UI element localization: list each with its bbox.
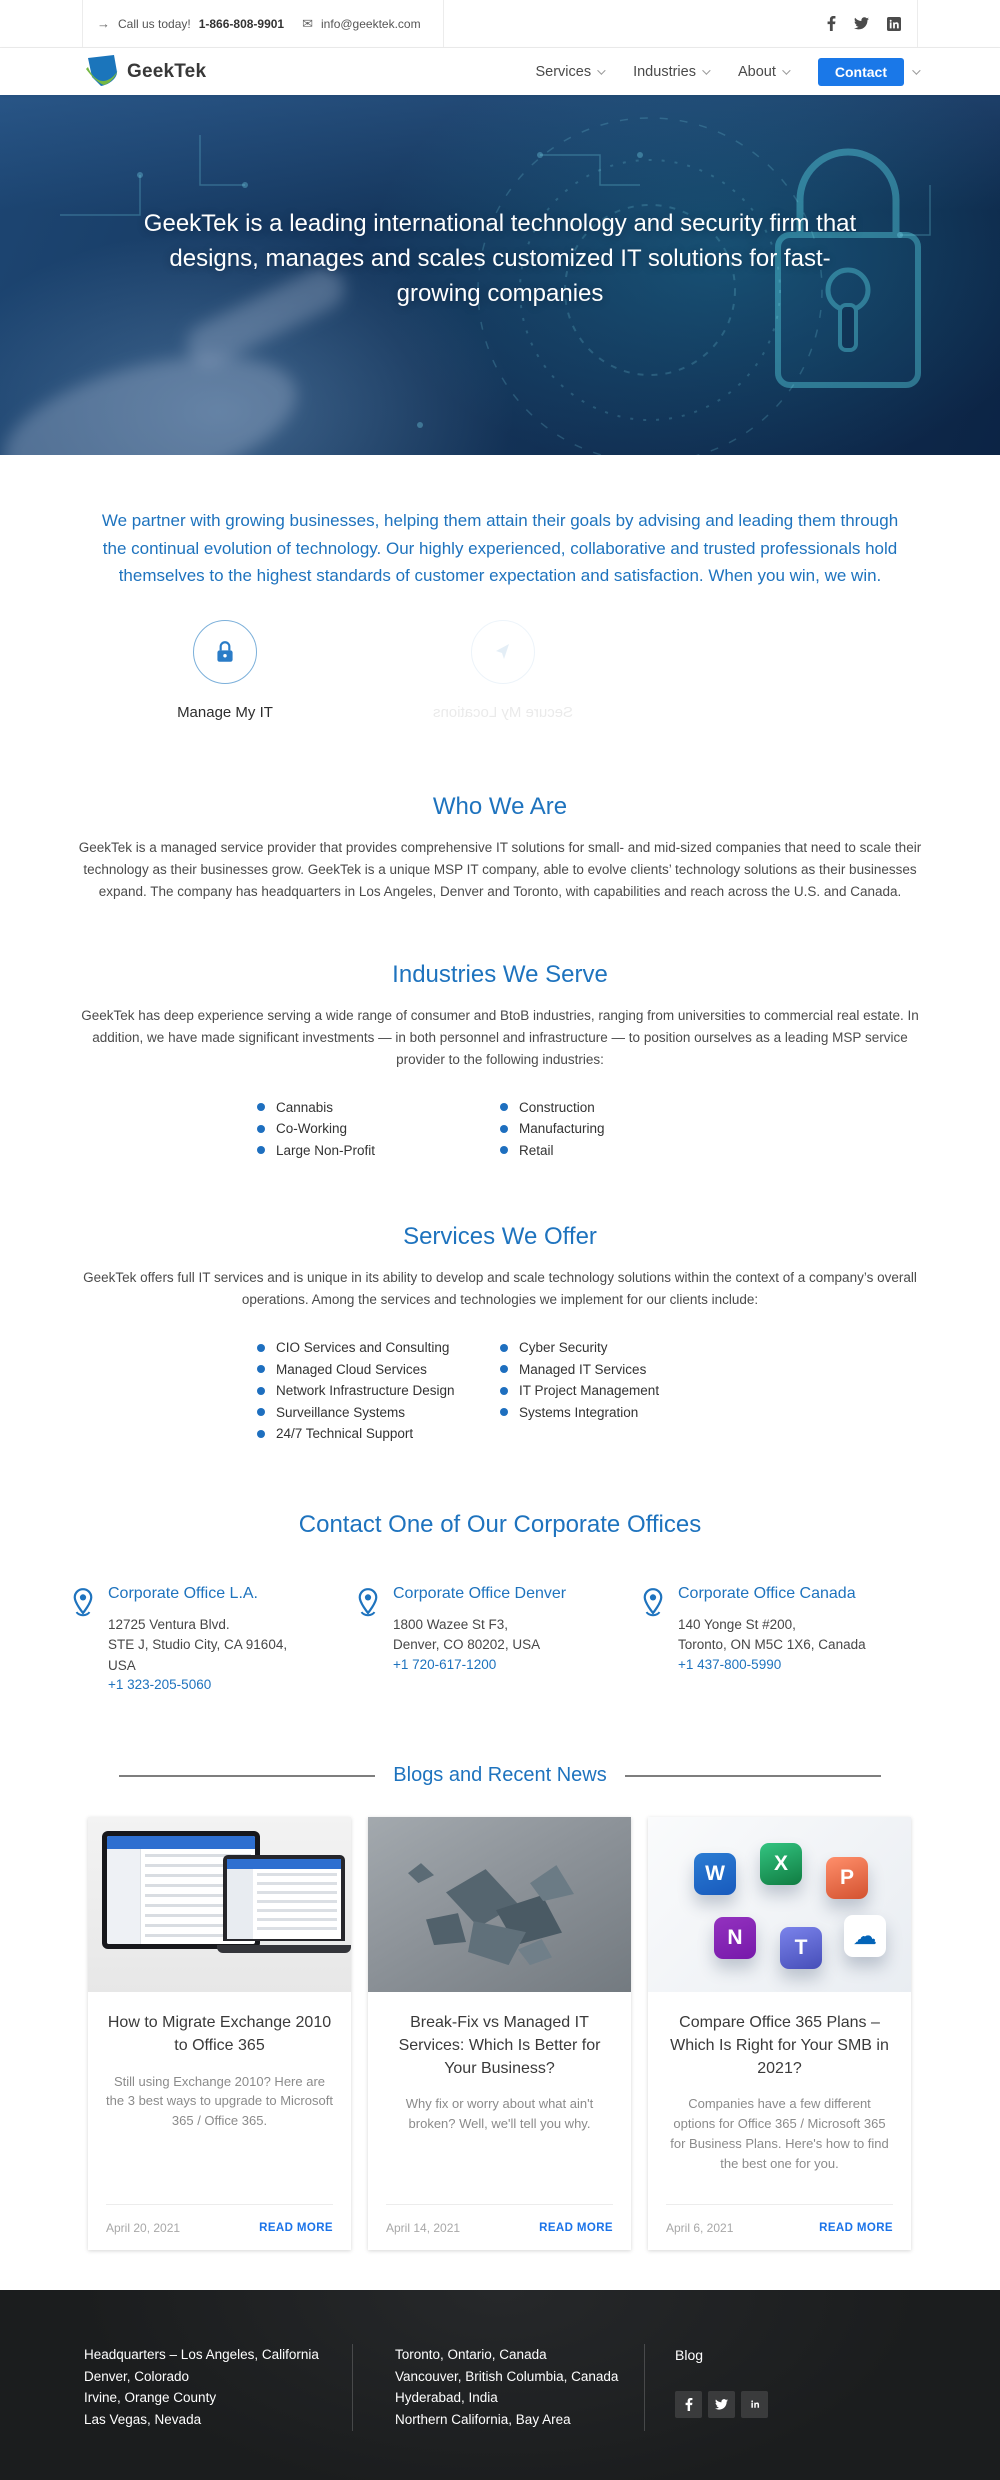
topbar-social [827, 0, 917, 47]
nav-menu [535, 58, 918, 86]
industries-section [0, 961, 1000, 1162]
office-denver [357, 1585, 642, 1695]
office-name[interactable]: Corporate Office Denver [393, 1584, 567, 1602]
bullet-icon [500, 1125, 508, 1133]
list-item: Cyber Security [500, 1337, 743, 1359]
office-name[interactable]: Corporate Office L.A. [108, 1584, 258, 1602]
blog-cards [88, 1817, 912, 2250]
office-phone-link[interactable]: +1 437-800-5990 [678, 1656, 782, 1672]
section-title: Contact One of Our Corporate Offices [298, 1510, 702, 1538]
bullet-icon [500, 1146, 508, 1154]
bullet-icon [257, 1365, 265, 1373]
word-icon: W [694, 1853, 736, 1895]
arrow-right-icon: → [97, 16, 110, 31]
chevron-down-icon [912, 66, 920, 74]
list-item: Managed IT Services [500, 1359, 743, 1381]
footer-locations-us: Headquarters – Los Angeles, California Denver, Colorado Irvine, Orange County Las Vegas, Nevada [84, 2347, 319, 2427]
list-item: Network Infrastructure Design [257, 1380, 500, 1402]
list-item: Surveillance Systems [257, 1402, 500, 1424]
footer-locations-intl: Toronto, Ontario, Canada Vancouver, British Columbia, Canada Hyderabad, India Northern California, Bay Area [352, 2344, 644, 2430]
service-widgets [86, 620, 646, 721]
list-item: Large Non-Profit [257, 1140, 500, 1162]
list-item: 24/7 Technical Support [257, 1423, 500, 1445]
chevron-down-icon [597, 66, 605, 74]
facebook-icon[interactable] [675, 2391, 702, 2418]
office-address: 1800 Wazee St F3, Denver, CO 80202, USA [393, 1616, 541, 1653]
bullet-icon [257, 1408, 265, 1416]
nav-item-label: Industries [633, 63, 696, 80]
office-name[interactable]: Corporate Office Canada [678, 1584, 856, 1602]
widget-manage-my-it[interactable] [86, 620, 364, 721]
logo[interactable] [84, 55, 206, 88]
contact-button[interactable]: Contact [818, 58, 904, 86]
blog-card-office365 [648, 1817, 911, 2250]
blog-card-exchange [88, 1817, 351, 2250]
post-excerpt: Why fix or worry about what ain't broken? Well, we'll tell you why. [405, 2096, 594, 2132]
intro-section [0, 455, 1000, 590]
section-title: Services We Offer [403, 1223, 597, 1251]
post-title[interactable]: Break-Fix vs Managed IT Services: Which Is Better for Your Business? [398, 2014, 601, 2077]
footer [0, 2290, 1000, 2480]
services-list [0, 1337, 1000, 1445]
offices-section [0, 1511, 1000, 1695]
nav-item-industries[interactable] [633, 64, 708, 80]
bullet-icon [500, 1387, 508, 1395]
office-address: 140 Yonge St #200, Toronto, ON M5C 1X6, Canada [678, 1616, 866, 1653]
post-title[interactable]: Compare Office 365 Plans – Which Is Right for Your SMB in 2021? [670, 2014, 889, 2077]
bullet-icon [500, 1365, 508, 1373]
list-item: Construction [500, 1097, 743, 1119]
lock-icon [193, 620, 257, 684]
excel-icon: X [760, 1843, 802, 1885]
office-row [72, 1585, 928, 1695]
bullet-icon [500, 1103, 508, 1111]
navbar [0, 48, 1000, 95]
list-item: IT Project Management [500, 1380, 743, 1402]
linkedin-icon[interactable] [887, 17, 901, 31]
list-item: Manufacturing [500, 1118, 743, 1140]
footer-blog-link[interactable]: Blog [675, 2347, 704, 2364]
post-image-exchange-migration[interactable] [88, 1817, 351, 1992]
onedrive-icon: ☁ [844, 1915, 886, 1957]
office-canada [642, 1585, 927, 1695]
footer-social [675, 2391, 916, 2418]
topbar [0, 0, 1000, 48]
bullet-icon [257, 1430, 265, 1438]
chevron-down-icon [782, 66, 790, 74]
map-pin-icon [72, 1585, 94, 1695]
section-title: Who We Are [432, 792, 568, 820]
section-body: GeekTek has deep experience serving a wide range of consumer and BtoB industries, ranging from universities to commercial real estate. In addition, we have made significant investments — in both personnel and infrastructure — to position ourselves as a leading MSP service provider to the following industries: [81, 1007, 919, 1067]
services-section [0, 1223, 1000, 1445]
blog-title: Blogs and Recent News [393, 1764, 607, 1787]
hero-banner [0, 95, 1000, 455]
post-excerpt: Still using Exchange 2010? Here are the 3 best ways to upgrade to Microsoft 365 / Office 365. [106, 2073, 333, 2129]
widget-secure-my-locations[interactable] [364, 620, 642, 721]
bullet-icon [257, 1344, 265, 1352]
post-date: April 14, 2021 [386, 2220, 461, 2235]
logo-text: GeekTek [127, 60, 207, 82]
widget-label: Manage My IT [177, 703, 273, 721]
list-item: Retail [500, 1140, 743, 1162]
list-item: Co-Working [257, 1118, 500, 1140]
post-date: April 20, 2021 [106, 2220, 181, 2235]
office-phone-link[interactable]: +1 323-205-5060 [108, 1677, 212, 1693]
nav-item-services[interactable] [535, 64, 603, 80]
nav-item-label: Services [535, 63, 592, 80]
industries-list [0, 1097, 1000, 1162]
nav-item-contact [818, 58, 918, 86]
post-title[interactable]: How to Migrate Exchange 2010 to Office 365 [107, 2014, 332, 2054]
nav-item-label: About [737, 63, 776, 80]
office-la [72, 1585, 357, 1695]
divider [119, 1775, 375, 1777]
section-title: Industries We Serve [392, 960, 608, 988]
bullet-icon [257, 1146, 265, 1154]
twitter-icon[interactable] [708, 2391, 735, 2418]
list-item: CIO Services and Consulting [257, 1337, 500, 1359]
chevron-down-icon [702, 66, 710, 74]
bullet-icon [257, 1387, 265, 1395]
post-excerpt: Companies have a few different options for Office 365 / Microsoft 365 for Business Plans. Here's how to find the best one for you. [670, 2096, 889, 2171]
phone-number-link[interactable]: 1-866-808-9901 [198, 16, 285, 31]
powerpoint-icon: P [826, 1857, 868, 1899]
read-more-link[interactable]: READ MORE [539, 2221, 613, 2234]
hero-headline: GeekTek is a leading international technology and security firm that designs, manages and scales customized IT solutions for fast-growing companies [143, 210, 857, 307]
geektek-shield-icon [84, 55, 120, 88]
nav-item-about[interactable] [738, 64, 788, 80]
bullet-icon [257, 1103, 265, 1111]
divider [625, 1775, 881, 1777]
blog-card-breakfix [368, 1817, 631, 2250]
office-phone-link[interactable]: +1 720-617-1200 [393, 1656, 497, 1672]
envelope-icon: ✉ [302, 15, 314, 31]
intro-paragraph: We partner with growing businesses, helping them attain their goals by advising and leading them through the continual evolution of technology. Our highly experienced, collaborative and trusted professionals hold themselves to the highest standards of customer expectation and satisfaction. When you win, we win. [101, 511, 899, 586]
list-item: Cannabis [257, 1097, 500, 1119]
onenote-icon: N [714, 1917, 756, 1959]
map-pin-icon [357, 1585, 379, 1695]
list-item: Systems Integration [500, 1402, 743, 1424]
section-body: GeekTek is a managed service provider that provides comprehensive IT solutions for small- and mid-sized companies that need to scale their technology as their businesses grow. GeekTek is a unique MSP IT company, able to evolve clients’ technology solutions as their businesses expand. The company has headquarters in Los Angeles, Denver and Toronto, with capabilities and reach across the U.S. and Canada. [78, 839, 922, 899]
section-body: GeekTek offers full IT services and is unique in its ability to develop and scale technology solutions within the context of a company’s overall operations. Among the services and technologies we implement for our clients include: [83, 1270, 917, 1308]
call-label: Call us today! [118, 16, 191, 31]
twitter-icon[interactable] [854, 17, 869, 30]
widget-label: Secure My Locations [432, 703, 574, 721]
bullet-icon [500, 1344, 508, 1352]
who-we-are-section [0, 793, 1000, 903]
read-more-link[interactable]: READ MORE [819, 2221, 893, 2234]
office-address: 12725 Ventura Blvd. STE J, Studio City, CA 91604, USA [108, 1616, 288, 1673]
map-pin-icon [642, 1585, 664, 1695]
bullet-icon [500, 1408, 508, 1416]
post-image-office-365-icons[interactable] [648, 1817, 911, 1992]
facebook-icon[interactable] [827, 16, 836, 31]
list-item: Managed Cloud Services [257, 1359, 500, 1381]
linkedin-icon[interactable] [741, 2391, 768, 2418]
topbar-contact [83, 0, 444, 47]
blog-section [0, 1764, 1000, 2250]
read-more-link[interactable]: READ MORE [259, 2221, 333, 2234]
footer-blog-col [644, 2344, 916, 2430]
cursor-icon [471, 620, 535, 684]
post-image-broken-plate[interactable] [368, 1817, 631, 1992]
post-date: April 6, 2021 [666, 2220, 734, 2235]
bullet-icon [257, 1125, 265, 1133]
teams-icon: T [780, 1927, 822, 1969]
blog-heading [119, 1764, 881, 1787]
email-link[interactable]: info@geektek.com [321, 16, 421, 31]
